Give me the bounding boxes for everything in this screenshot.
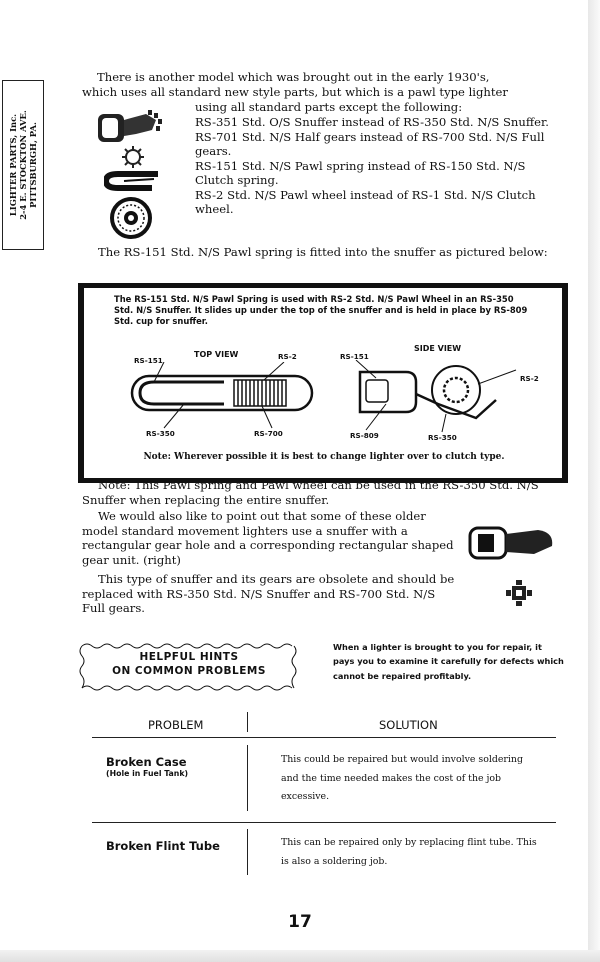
- company-stamp: [2, 80, 44, 250]
- pawl-wheel-icon: [108, 196, 154, 240]
- helpful-hints-box: [78, 640, 300, 694]
- table-divider: [247, 829, 248, 875]
- top-view-drawing: [124, 362, 324, 432]
- company-street: 2-4 E. STOCKTON AVE.: [18, 110, 28, 220]
- page-edge: [588, 0, 600, 962]
- side-view-drawing: [346, 360, 526, 436]
- company-city: PITTSBURGH, PA.: [28, 122, 38, 208]
- part-rs151: RS-151 Std. N/S Pawl spring instead of RS-150 Std. N/S Clutch spring.: [195, 158, 526, 187]
- side-label-rs151: RS-151: [340, 352, 369, 361]
- top-view-title: TOP VIEW: [194, 350, 239, 359]
- table-header-problem: PROBLEM: [148, 718, 204, 732]
- table-header-solution: SOLUTION: [379, 718, 438, 732]
- part-rs351: RS-351 Std. O/S Snuffer instead of RS-350 Std. N/S Snuffer.: [195, 115, 549, 129]
- side-label-rs809: RS-809: [350, 431, 379, 440]
- fitted-text: The RS-151 Std. N/S Pawl spring is fitted into the snuffer as pictured below:: [98, 245, 548, 259]
- top-label-rs151: RS-151: [134, 356, 163, 365]
- diagram-note: Note: Wherever possible it is best to change lighter over to clutch type.: [143, 452, 505, 462]
- side-view-title: SIDE VIEW: [414, 344, 462, 353]
- rect-gear-icon: [504, 578, 534, 608]
- hints-title-line-2: ON COMMON PROBLEMS: [112, 665, 266, 677]
- table-header-divider: [247, 712, 248, 732]
- hints-aside: When a lighter is brought to you for repair, it pays you to examine it carefully for defects which cannot be repaired profitably.: [333, 642, 564, 681]
- body-paragraph-3: This type of snuffer and its gears are obsolete and should be replaced with RS-350 Std. N/S Snuffer and RS-700 Std. N/S Full gears.: [82, 572, 455, 615]
- body-paragraph-1: Note: This Pawl spring and Pawl wheel can be used in the RS-350 Std. N/S Snuffer when replacing the entire snuffer.: [82, 478, 539, 507]
- snuffer-icon: [96, 106, 170, 146]
- solution-broken-case: This could be repaired but would involve soldering and the time needed makes the cost of the job excessive.: [281, 754, 523, 802]
- half-gear-icon: [118, 144, 148, 170]
- side-label-rs2: RS-2: [520, 374, 539, 383]
- solution-broken-flint-tube: This can be repaired only by replacing flint tube. This is also a soldering job.: [281, 837, 537, 867]
- hints-title-line-1: HELPFUL HINTS: [139, 651, 239, 663]
- diagram-description: The RS-151 Std. N/S Pawl Spring is used with RS-2 Std. N/S Pawl Wheel in an RS-350 Std. N/S Snuffer. It slides up under the top of the snuffer and is held in place by RS-809 Std. cup for snuffer.: [114, 294, 528, 326]
- table-header-rule: [92, 737, 556, 738]
- table-row-rule: [92, 822, 556, 823]
- table-divider: [247, 745, 248, 811]
- part-rs2: RS-2 Std. N/S Pawl wheel instead of RS-1 Std. N/S Clutch wheel.: [195, 187, 536, 216]
- problem-broken-flint-tube: Broken Flint Tube: [106, 839, 220, 853]
- page-bottom-edge: [0, 950, 600, 962]
- rect-gear-snuffer-icon: [468, 520, 560, 566]
- intro-line-3: using all standard parts except the following:: [195, 100, 463, 114]
- pawl-spring-diagram: [78, 283, 568, 483]
- page-number: 17: [288, 912, 312, 932]
- problem-broken-case: Broken Case: [106, 755, 187, 769]
- top-label-rs350: RS-350: [146, 429, 175, 438]
- parts-list: [195, 115, 555, 217]
- company-name: LIGHTER PARTS, Inc.: [8, 113, 18, 217]
- intro-line-2: which uses all standard new style parts, but which is a pawl type lighter: [82, 85, 508, 99]
- body-paragraph-2: We would also like to point out that some of these older model standard movement lighters use a snuffer with a rectangular gear hole and a corresponding rectangular shaped gear unit. (right): [82, 509, 454, 567]
- top-label-rs2: RS-2: [278, 352, 297, 361]
- intro-line-1: There is another model which was brought out in the early 1930's,: [97, 70, 490, 84]
- problem-broken-case-sub: (Hole in Fuel Tank): [106, 769, 189, 778]
- top-label-rs700: RS-700: [254, 429, 283, 438]
- side-label-rs350: RS-350: [428, 433, 457, 442]
- part-rs701: RS-701 Std. N/S Half gears instead of RS-700 Std. N/S Full gears.: [195, 129, 545, 158]
- pawl-spring-icon: [104, 168, 160, 194]
